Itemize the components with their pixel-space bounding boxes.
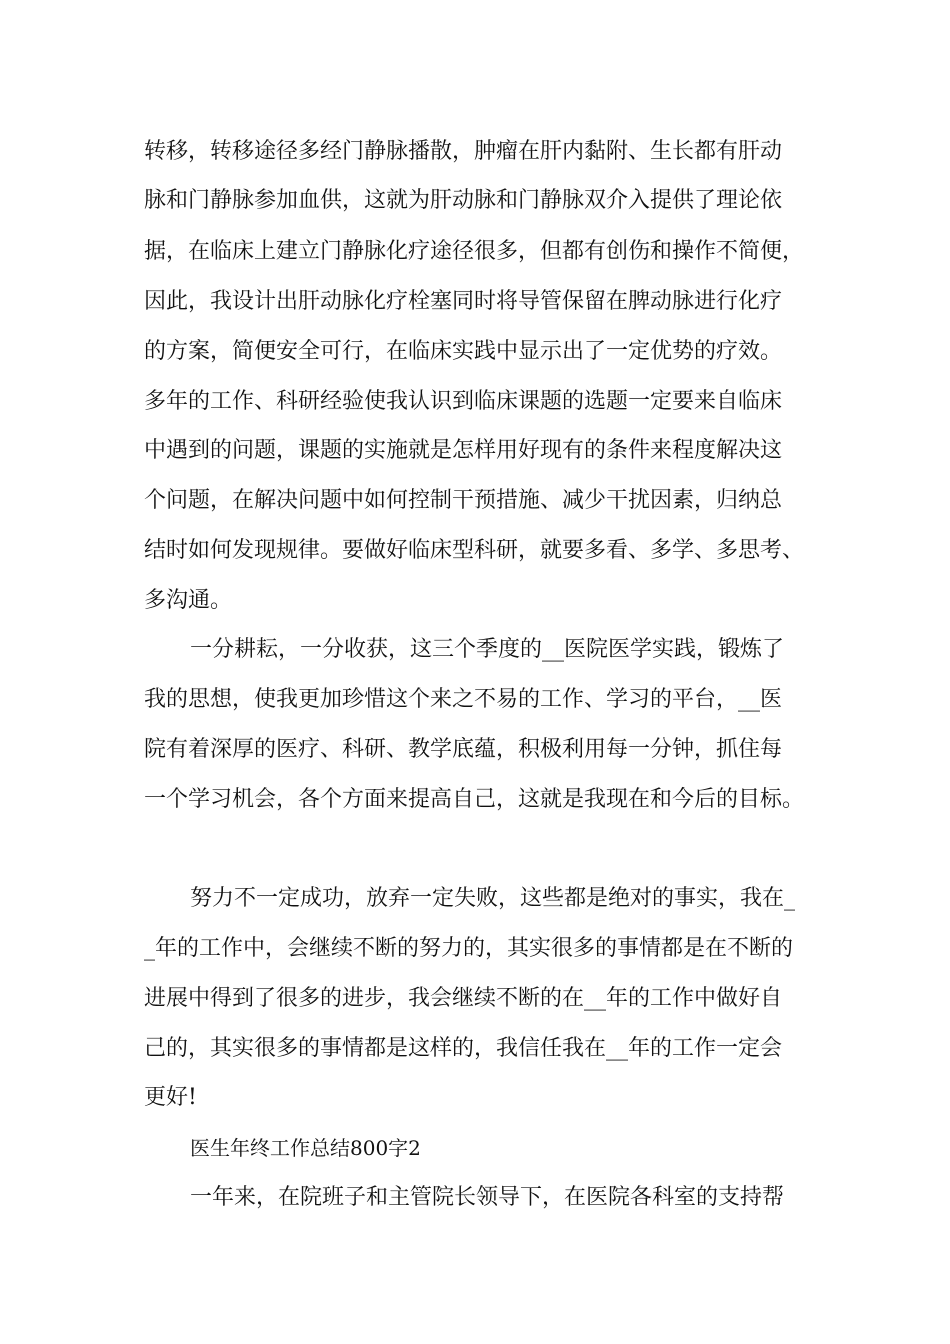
paragraph-line: 多年的工作、科研经验使我认识到临床课题的选题一定要来自临床 (144, 389, 783, 414)
paragraph-line: 多沟通。 (144, 588, 233, 613)
paragraph-line: _年的工作中，会继续不断的努力的，其实很多的事情都是在不断的 (144, 936, 794, 961)
paragraph-line: 脉和门静脉参加血供，这就为肝动脉和门静脉双介入提供了理论依 (144, 188, 783, 213)
paragraph-line: 一年来，在院班子和主管院长领导下，在医院各科室的支持帮 (190, 1185, 785, 1210)
section-heading: 医生年终工作总结800字2 (190, 1136, 421, 1160)
paragraph-line: 己的，其实很多的事情都是这样的，我信任我在__年的工作一定会 (144, 1036, 783, 1061)
paragraph-line: 的方案，简便安全可行，在临床实践中显示出了一定优势的疗效。 (144, 339, 783, 364)
paragraph-line: 我的思想，使我更加珍惜这个来之不易的工作、学习的平台，__医 (144, 687, 783, 712)
paragraph-line: 中遇到的问题，课题的实施就是怎样用好现有的条件来程度解决这 (144, 438, 783, 463)
paragraph-line: 努力不一定成功，放弃一定失败，这些都是绝对的事实，我在_ (190, 886, 796, 911)
paragraph-line: 因此，我设计出肝动脉化疗栓塞同时将导管保留在脾动脉进行化疗 (144, 289, 783, 314)
paragraph-line: 转移，转移途径多经门静脉播散，肿瘤在肝内黏附、生长都有肝动 (144, 139, 783, 164)
paragraph-line: 一分耕耘，一分收获，这三个季度的__医院医学实践，锻炼了 (190, 637, 785, 662)
paragraph-line: 据，在临床上建立门静脉化疗途径很多，但都有创伤和操作不简便， (144, 239, 805, 264)
paragraph-line: 结时如何发现规律。要做好临床型科研，就要多看、多学、多思考、 (144, 538, 805, 563)
paragraph-line: 进展中得到了很多的进步，我会继续不断的在__年的工作中做好自 (144, 986, 783, 1011)
paragraph-line: 院有着深厚的医疗、科研、教学底蕴，积极利用每一分钟，抓住每 (144, 737, 783, 762)
paragraph-line: 一个学习机会，各个方面来提高自己，这就是我现在和今后的目标。 (144, 787, 805, 812)
paragraph-line: 个问题，在解决问题中如何控制干预措施、减少干扰因素，归纳总 (144, 488, 783, 513)
paragraph-line: 更好! (144, 1085, 197, 1110)
